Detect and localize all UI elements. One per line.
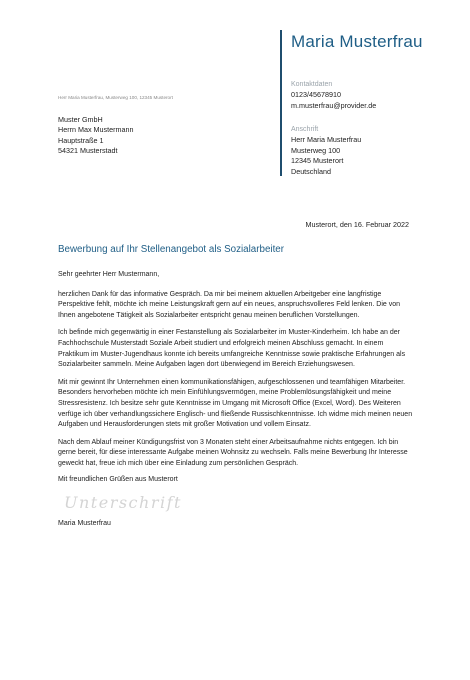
- recipient-block: [58, 115, 134, 157]
- signer-name: Maria Musterfrau: [58, 520, 111, 527]
- sender-address-block: [291, 125, 361, 177]
- phone-number: 0123/45678910: [291, 90, 341, 100]
- recipient-line: Herrn Max Mustermann: [58, 125, 134, 135]
- sender-address-line: Musterweg 100: [291, 145, 341, 155]
- recipient-line: Hauptstraße 1: [58, 135, 104, 145]
- return-address-line: Herr Maria Musterfrau, Musterweg 100, 12345 Musterort: [58, 95, 173, 100]
- recipient-line: 54321 Musterstadt: [58, 146, 118, 156]
- body-paragraph: Ich befinde mich gegenwärtig in einer Festanstellung als Sozialarbeiter im Muster-Kinderheim. Ich habe an der Fachhochschule Musterstadt Soziale Arbeit studiert und erfolgreich meinen Abschluss gemacht. In einem Praktikum im Muster-Jugendhaus konnte ich bereits umfangreiche Kenntnisse sowie praktische Erfahrungen als Sozialarbeiter sammeln. Meine Aufgaben lagen dort überwiegend im Bereich Erziehungswesen.: [58, 329, 406, 369]
- salutation: Sehr geehrter Herr Mustermann,: [58, 271, 160, 278]
- recipient-line: Muster GmbH: [58, 115, 103, 124]
- body-paragraph: Mit mir gewinnt Ihr Unternehmen einen kommunikationsfähigen, aufgeschlossenen und teamfähigen Mitarbeiter. Besonders hervorheben möchte ich mein Einfühlungsvermögen, meine Problemlösungsfähigkeit und meine Stressresistenz. Ich besitze sehr gute Kenntnisse im Umgang mit Microsoft Office (Excel, Word). Des Weiteren verfüge ich über verhandlungssichere Englisch- und fließende Russischkenntnisse. Ich widme mich meinen neuen Aufgaben und Herausforderungen stets mit großer Motivation und vollem Einsatz.: [58, 378, 413, 429]
- sender-address-line: Herr Maria Musterfrau: [291, 135, 362, 145]
- sender-name: Maria Musterfrau: [291, 32, 423, 51]
- closing-line: Mit freundlichen Grüßen aus Musterort: [58, 476, 178, 483]
- body-paragraph: herzlichen Dank für das informative Gespräch. Da mir bei meinem aktuellen Arbeitgeber eine langfristige Perspektive fehlt, möchte ich meine Leistungskraft gern auf ein neues, anspruchsvolleres Feld lenken. Die von Ihnen angebotene Tätigkeit als Sozialarbeiter entspricht genau meinen beruflichen Vorstellungen.: [58, 290, 401, 319]
- body-paragraph: Nach dem Ablauf meiner Kündigungsfrist von 3 Monaten steht einer Arbeitsaufnahme nichts entgegen. Ich bin gerne bereit, für diese interessante Aufgabe meinen Wohnsitz zu wechseln. Falls meine Bewerbung Ihr Interesse geweckt hat, freue ich mich über eine Einladung zum persönlichen Gespräch.: [58, 438, 408, 467]
- contact-heading: Kontaktdaten: [291, 81, 333, 88]
- letter-date: Musterort, den 16. Februar 2022: [305, 220, 409, 229]
- email-address: m.musterfrau@provider.de: [291, 100, 377, 110]
- header-divider: [280, 30, 282, 176]
- sender-address-line: 12345 Musterort: [291, 156, 344, 166]
- sender-address-line: Deutschland: [291, 166, 331, 176]
- signature-placeholder: Unterschrift: [64, 493, 182, 512]
- letter-body: [58, 270, 414, 477]
- contact-block: [291, 80, 376, 111]
- address-heading: Anschrift: [291, 126, 319, 133]
- letter-subject: Bewerbung auf Ihr Stellenangebot als Sozialarbeiter: [58, 244, 285, 255]
